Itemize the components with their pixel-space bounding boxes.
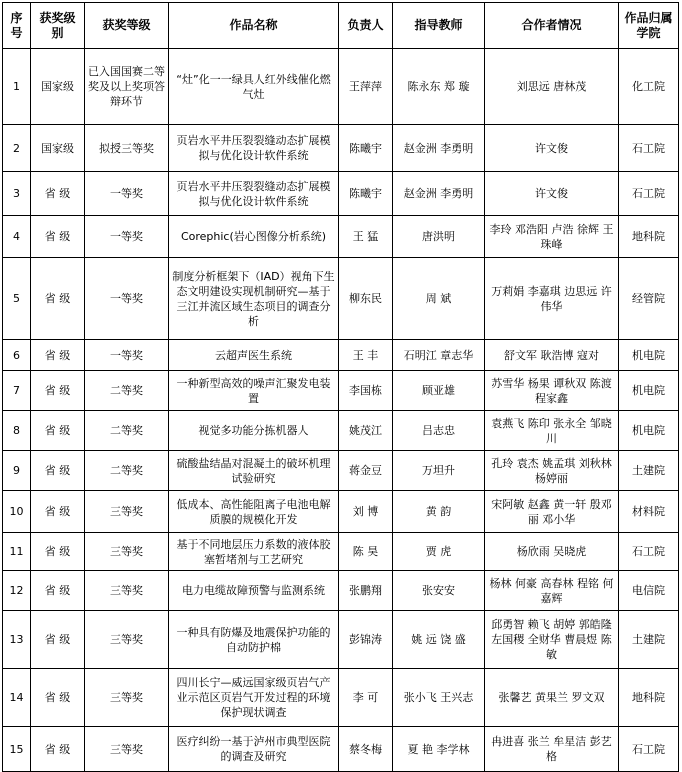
cell-advisor: 万坦升 [393,451,485,491]
header-title: 作品名称 [169,3,339,49]
cell-level: 省 级 [31,491,85,533]
header-level: 获奖级别 [31,3,85,49]
cell-no: 5 [3,258,31,340]
cell-level: 省 级 [31,371,85,411]
table-row [3,49,679,125]
cell-college: 土建院 [619,451,679,491]
cell-no: 11 [3,533,31,571]
cell-title: 制度分析框架下（IAD）视角下生态文明建设实现机制研究—基于三江并流区域生态项目的调查分析 [169,258,339,340]
header-row [3,3,679,49]
cell-grade: 三等奖 [85,571,169,611]
table-row [3,451,679,491]
cell-grade: 一等奖 [85,340,169,371]
cell-partners: 舒文军 耿浩博 寇对 [485,340,619,371]
cell-partners: 李玲 邓浩阳 卢浩 徐辉 王珠峰 [485,216,619,258]
cell-grade: 已入国国赛二等奖及以上奖项答辩环节 [85,49,169,125]
table-row [3,727,679,772]
cell-grade: 拟授三等奖 [85,125,169,172]
cell-grade: 三等奖 [85,669,169,727]
cell-advisor: 顾亚雄 [393,371,485,411]
cell-partners: 刘思远 唐林茂 [485,49,619,125]
table-row [3,125,679,172]
cell-college: 地科院 [619,216,679,258]
cell-level: 省 级 [31,172,85,216]
cell-leader: 李国栋 [339,371,393,411]
cell-college: 石工院 [619,125,679,172]
cell-partners: 杨欣雨 吴晓虎 [485,533,619,571]
cell-college: 土建院 [619,611,679,669]
cell-level: 省 级 [31,571,85,611]
cell-partners: 张馨艺 黄果兰 罗文双 [485,669,619,727]
cell-no: 4 [3,216,31,258]
cell-title: 医疗纠纷一基于泸州市典型医院的调查及研究 [169,727,339,772]
cell-title: 电力电缆故障预警与监测系统 [169,571,339,611]
cell-leader: 王 猛 [339,216,393,258]
header-grade: 获奖等级 [85,3,169,49]
cell-level: 省 级 [31,727,85,772]
cell-leader: 刘 博 [339,491,393,533]
cell-no: 2 [3,125,31,172]
cell-partners: 冉进喜 张兰 牟星洁 彭艺格 [485,727,619,772]
cell-leader: 柳东民 [339,258,393,340]
cell-advisor: 贾 虎 [393,533,485,571]
cell-leader: 王 丰 [339,340,393,371]
cell-advisor: 吕志忠 [393,411,485,451]
cell-leader: 蔡冬梅 [339,727,393,772]
cell-college: 经管院 [619,258,679,340]
cell-grade: 一等奖 [85,216,169,258]
cell-title: 基于不同地层压力系数的液体胶塞暂堵剂与工艺研究 [169,533,339,571]
cell-title: 页岩水平井压裂裂缝动态扩展模拟与优化设计软件系统 [169,125,339,172]
cell-level: 省 级 [31,669,85,727]
table-row [3,669,679,727]
cell-title: 页岩水平井压裂裂缝动态扩展模拟与优化设计软件系统 [169,172,339,216]
cell-no: 6 [3,340,31,371]
cell-partners: 袁燕飞 陈印 张永全 邹晓川 [485,411,619,451]
cell-grade: 三等奖 [85,533,169,571]
cell-no: 1 [3,49,31,125]
cell-college: 机电院 [619,340,679,371]
cell-no: 14 [3,669,31,727]
header-leader: 负责人 [339,3,393,49]
cell-leader: 张鹏翔 [339,571,393,611]
cell-level: 省 级 [31,411,85,451]
table-row [3,340,679,371]
cell-advisor: 张小飞 王兴志 [393,669,485,727]
cell-grade: 一等奖 [85,172,169,216]
cell-level: 省 级 [31,340,85,371]
cell-title: 一种具有防爆及地震保护功能的自动防护棉 [169,611,339,669]
table-row [3,216,679,258]
cell-college: 电信院 [619,571,679,611]
cell-leader: 陈曦宇 [339,125,393,172]
cell-advisor: 陈永东 郑 璇 [393,49,485,125]
cell-advisor: 石明江 章志华 [393,340,485,371]
header-college: 作品归属学院 [619,3,679,49]
cell-advisor: 唐洪明 [393,216,485,258]
cell-leader: 陈曦宇 [339,172,393,216]
cell-title: 低成本、高性能阻离子电池电解质膜的规模化开发 [169,491,339,533]
cell-title: 硫酸盐结晶对混凝土的破坏机理试验研究 [169,451,339,491]
table-body [3,49,679,772]
cell-college: 机电院 [619,371,679,411]
table-row [3,371,679,411]
cell-partners: 宋阿敏 赵鑫 黄一轩 殷邓丽 邓小华 [485,491,619,533]
cell-grade: 一等奖 [85,258,169,340]
cell-college: 地科院 [619,669,679,727]
cell-level: 省 级 [31,533,85,571]
table-row [3,411,679,451]
cell-level: 省 级 [31,611,85,669]
cell-title: 四川长宁—威远国家级页岩气产业示范区页岩气开发过程的环境保护现状调查 [169,669,339,727]
cell-level: 省 级 [31,216,85,258]
cell-level: 国家级 [31,49,85,125]
cell-no: 7 [3,371,31,411]
cell-level: 省 级 [31,451,85,491]
cell-advisor: 周 斌 [393,258,485,340]
cell-partners: 万莉娟 李嘉琪 边思远 许伟华 [485,258,619,340]
table-row [3,571,679,611]
cell-leader: 彭锦涛 [339,611,393,669]
cell-leader: 姚茂江 [339,411,393,451]
cell-college: 石工院 [619,727,679,772]
table-row [3,611,679,669]
table-row [3,491,679,533]
cell-partners: 邱勇智 赖飞 胡婷 郭皓隆 左国稷 全财华 曹晨煜 陈敏 [485,611,619,669]
cell-leader: 蒋金豆 [339,451,393,491]
table-row [3,533,679,571]
table-row [3,172,679,216]
table-row [3,258,679,340]
cell-leader: 李 可 [339,669,393,727]
cell-title: 云超声医生系统 [169,340,339,371]
cell-advisor: 夏 艳 李学林 [393,727,485,772]
cell-partners: 许文俊 [485,125,619,172]
cell-title: “灶”化一一绿具人红外线催化燃气灶 [169,49,339,125]
cell-advisor: 姚 远 饶 盛 [393,611,485,669]
cell-advisor: 赵金洲 李勇明 [393,172,485,216]
cell-grade: 二等奖 [85,371,169,411]
cell-partners: 孔玲 袁杰 姚孟琪 刘秋林 杨婷丽 [485,451,619,491]
cell-advisor: 赵金洲 李勇明 [393,125,485,172]
cell-no: 3 [3,172,31,216]
cell-college: 化工院 [619,49,679,125]
cell-grade: 二等奖 [85,411,169,451]
cell-partners: 苏雪华 杨果 谭秋双 陈渡 程家鑫 [485,371,619,411]
cell-advisor: 黄 韵 [393,491,485,533]
header-no: 序号 [3,3,31,49]
cell-no: 9 [3,451,31,491]
cell-no: 10 [3,491,31,533]
cell-level: 省 级 [31,258,85,340]
cell-college: 石工院 [619,533,679,571]
cell-college: 机电院 [619,411,679,451]
cell-title: 视觉多功能分拣机器人 [169,411,339,451]
cell-grade: 三等奖 [85,611,169,669]
cell-title: Corephic(岩心图像分析系统) [169,216,339,258]
cell-no: 13 [3,611,31,669]
cell-title: 一种新型高效的噪声汇聚发电装置 [169,371,339,411]
cell-level: 国家级 [31,125,85,172]
cell-grade: 三等奖 [85,727,169,772]
cell-advisor: 张安安 [393,571,485,611]
cell-no: 12 [3,571,31,611]
header-advisor: 指导教师 [393,3,485,49]
cell-leader: 陈 昊 [339,533,393,571]
cell-partners: 杨林 何豪 高春林 程铭 何嘉辉 [485,571,619,611]
awards-table [2,2,679,772]
cell-no: 8 [3,411,31,451]
cell-grade: 二等奖 [85,451,169,491]
cell-college: 材料院 [619,491,679,533]
cell-college: 石工院 [619,172,679,216]
cell-no: 15 [3,727,31,772]
cell-leader: 王萍萍 [339,49,393,125]
header-partners: 合作者情况 [485,3,619,49]
cell-partners: 许文俊 [485,172,619,216]
cell-grade: 三等奖 [85,491,169,533]
